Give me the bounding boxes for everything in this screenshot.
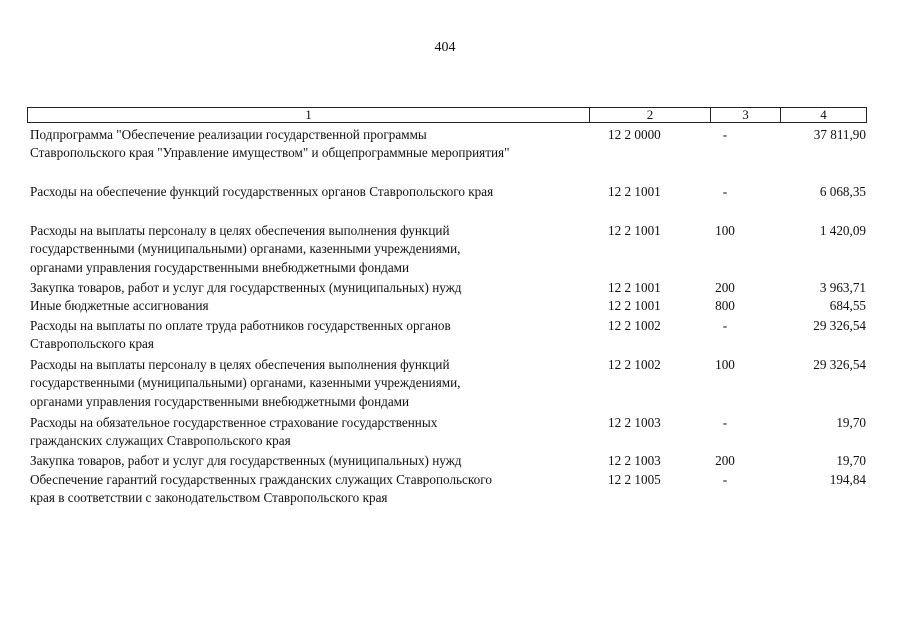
row-code: 12 2 0000 (608, 127, 661, 142)
row-code: 12 2 1002 (608, 357, 661, 372)
row-name: Расходы на выплаты по оплате труда работников государственных органов Ставропольского края (30, 318, 451, 352)
row-amount: 29 326,54 (813, 357, 866, 372)
table-header (27, 107, 867, 123)
row-name: Расходы на выплаты персоналу в целях обеспечения выполнения функций государственными (муниципальными) органами, казенными учреждениями, органами управления государственными внебюджетными фондами (30, 223, 461, 275)
row-name: Расходы на обеспечение функций государственных органов Ставропольского края (30, 184, 494, 199)
row-code: 12 2 1001 (608, 280, 661, 295)
column-header-4: 4 (820, 107, 827, 122)
row-amount: 19,70 (836, 453, 866, 468)
row-name: Обеспечение гарантий государственных гражданских служащих Ставропольского края в соответствии с законодательством Ставропольского края (30, 472, 492, 506)
row-amount: 6 068,35 (819, 184, 866, 199)
column-header-1: 1 (28, 108, 590, 122)
column-header-3: 3 (711, 108, 781, 122)
row-expense-type: 200 (715, 280, 735, 295)
row-expense-type: - (722, 415, 728, 430)
row-expense-type: 200 (715, 453, 735, 468)
row-name: Подпрограмма "Обеспечение реализации государственной программы Ставропольского края "Управление имуществом" и общепрограммные мероприятия" (30, 127, 510, 161)
row-name: Иные бюджетные ассигнования (30, 298, 209, 313)
row-code: 12 2 1005 (608, 472, 661, 487)
row-code: 12 2 1003 (608, 415, 661, 430)
row-amount: 194,84 (829, 472, 866, 487)
row-expense-type: 100 (715, 357, 735, 372)
row-expense-type: 800 (715, 298, 735, 313)
row-name: Расходы на обязательное государственное страхование государственных гражданских служащих Ставропольского края (30, 415, 438, 449)
row-code: 12 2 1001 (608, 223, 661, 238)
row-amount: 1 420,09 (819, 223, 866, 238)
row-amount: 3 963,71 (819, 280, 866, 295)
row-expense-type: - (722, 318, 728, 333)
row-amount: 684,55 (829, 298, 866, 313)
row-name: Закупка товаров, работ и услуг для государственных (муниципальных) нужд (30, 280, 462, 295)
row-expense-type: - (722, 184, 728, 199)
row-code: 12 2 1001 (608, 298, 661, 313)
row-name: Закупка товаров, работ и услуг для государственных (муниципальных) нужд (30, 453, 462, 468)
column-header-2: 2 (590, 108, 711, 122)
row-name: Расходы на выплаты персоналу в целях обеспечения выполнения функций государственными (муниципальными) органами, казенными учреждениями, органами управления государственными внебюджетными фондами (30, 357, 461, 409)
row-expense-type: 100 (715, 223, 735, 238)
row-amount: 19,70 (836, 415, 866, 430)
row-code: 12 2 1001 (608, 184, 661, 199)
row-expense-type: - (722, 127, 728, 142)
row-amount: 29 326,54 (813, 318, 866, 333)
row-expense-type: - (722, 472, 728, 487)
row-code: 12 2 1003 (608, 453, 661, 468)
row-amount: 37 811,90 (813, 127, 866, 142)
row-code: 12 2 1002 (608, 318, 661, 333)
page-number: 404 (434, 40, 456, 55)
